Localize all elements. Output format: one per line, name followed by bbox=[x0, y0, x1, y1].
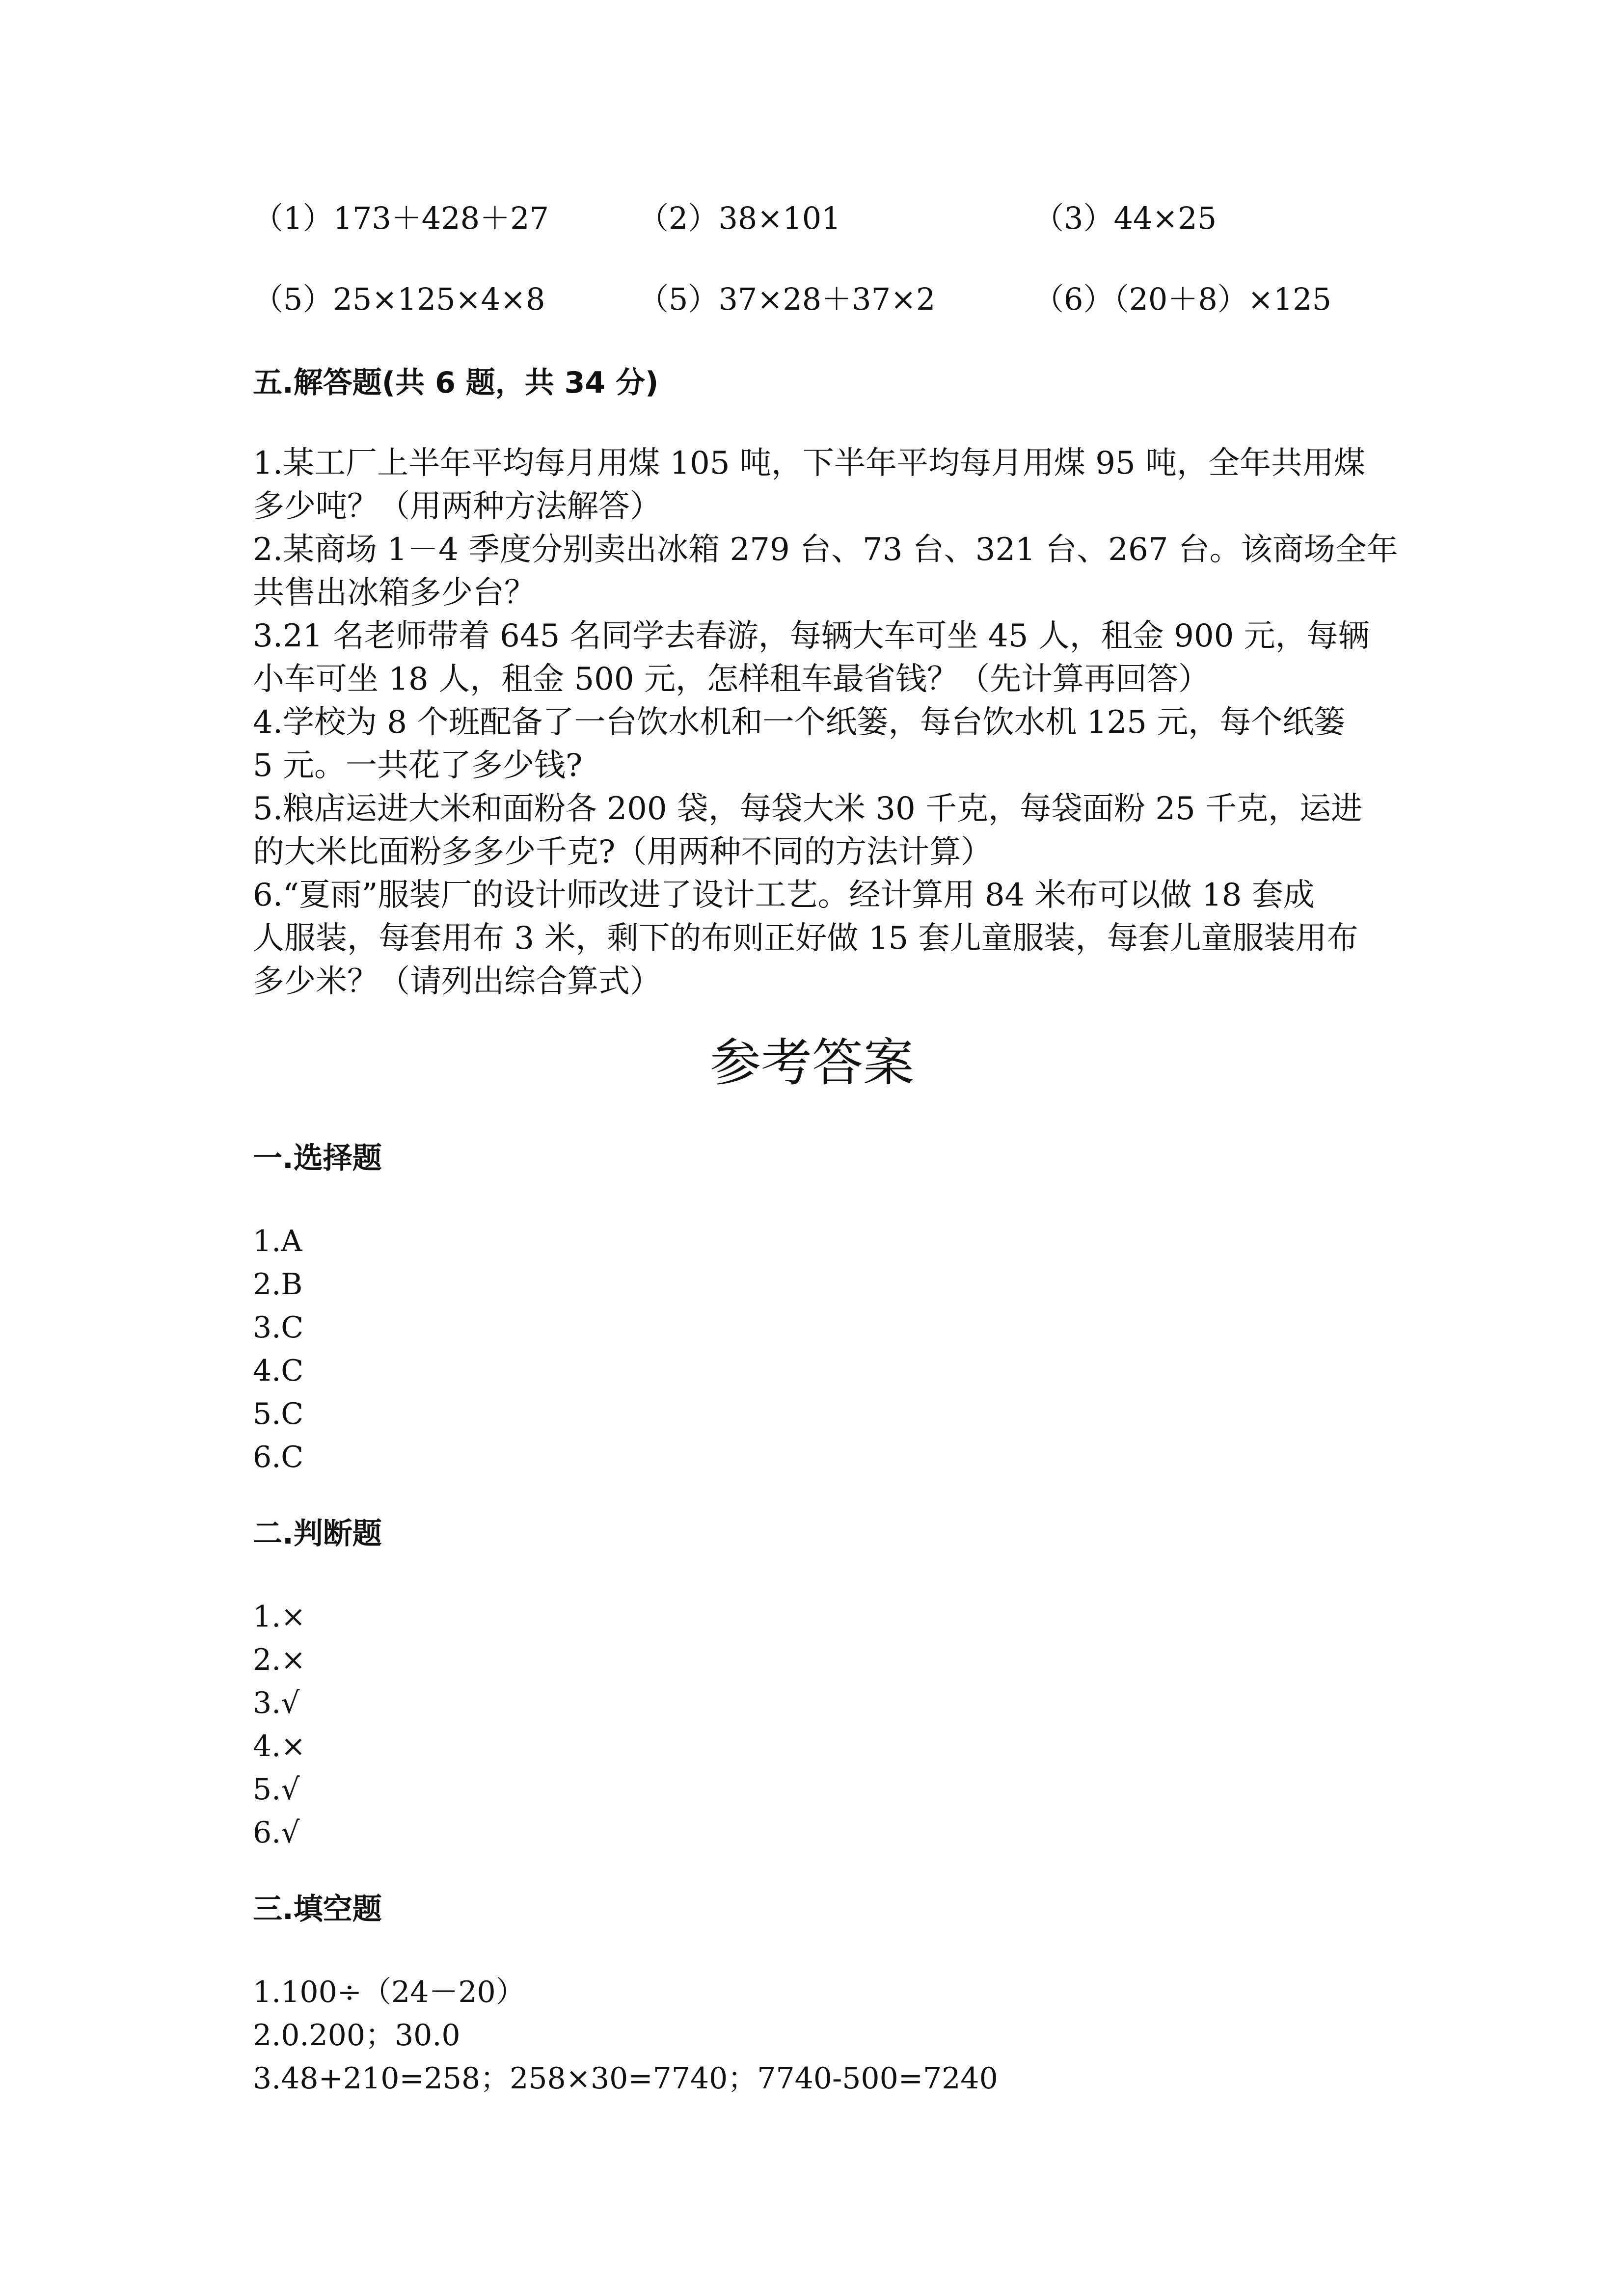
problem-line: 多少吨？（用两种方法解答） bbox=[253, 488, 661, 525]
problem-item-3 bbox=[253, 614, 1392, 701]
calc-item: （3）44×25 bbox=[1033, 200, 1217, 236]
problem-line: 4.学校为 8 个班配备了一台饮水机和一个纸篓，每台饮水机 125 元，每个纸篓 bbox=[253, 704, 1346, 741]
answer-item: 1.A bbox=[253, 1224, 302, 1258]
answer-item: 3.C bbox=[253, 1310, 304, 1345]
problem-item-5 bbox=[253, 787, 1392, 874]
answer-item: 2.B bbox=[253, 1267, 303, 1302]
calc-item: （2）38×101 bbox=[638, 200, 841, 236]
calc-item: （5）37×28＋37×2 bbox=[638, 281, 936, 317]
section-heading-judge: 二.判断题 bbox=[253, 1517, 382, 1551]
answers-title: 参考答案 bbox=[709, 1033, 914, 1093]
calc-item: （5）25×125×4×8 bbox=[253, 281, 545, 317]
answer-item: 4.C bbox=[253, 1354, 304, 1388]
section-heading-5: 五.解答题(共 6 题，共 34 分) bbox=[253, 366, 659, 400]
answer-item: 5.C bbox=[253, 1397, 304, 1431]
problem-line: 2.某商场 1－4 季度分别卖出冰箱 279 台、73 台、321 台、267 台。该商场全年 bbox=[253, 532, 1398, 568]
answer-item: 6.√ bbox=[253, 1815, 300, 1850]
answer-item: 6.C bbox=[253, 1440, 304, 1474]
answer-item: 1.× bbox=[253, 1600, 306, 1634]
problem-line: 的大米比面粉多多少千克?（用两种不同的方法计算） bbox=[253, 834, 993, 870]
answer-item: 3.48+210=258；258×30=7740；7740-500=7240 bbox=[253, 2061, 998, 2096]
section-heading-fill: 三.填空题 bbox=[253, 1892, 382, 1926]
section-heading-choice: 一.选择题 bbox=[253, 1141, 382, 1175]
problem-line: 共售出冰箱多少台？ bbox=[253, 575, 536, 611]
problem-line: 人服装，每套用布 3 米，剩下的布则正好做 15 套儿童服装，每套儿童服装用布 bbox=[253, 920, 1358, 957]
problem-item-1 bbox=[253, 442, 1392, 528]
problem-list bbox=[253, 442, 1398, 1003]
problem-item-6 bbox=[253, 874, 1392, 1003]
problem-line: 1.某工厂上半年平均每月用煤 105 吨，下半年平均每月用煤 95 吨，全年共用煤 bbox=[253, 445, 1366, 481]
answer-item: 1.100÷（24－20） bbox=[253, 1975, 525, 2009]
answer-item: 2.× bbox=[253, 1643, 306, 1677]
answer-item: 4.× bbox=[253, 1729, 306, 1763]
problem-line: 5 元。一共花了多少钱? bbox=[253, 748, 583, 784]
calc-item: （6）（20＋8）×125 bbox=[1033, 281, 1332, 317]
problem-line: 3.21 名老师带着 645 名同学去春游，每辆大车可坐 45 人，租金 900 元，每辆 bbox=[253, 618, 1370, 654]
problem-line: 小车可坐 18 人，租金 500 元，怎样租车最省钱？（先计算再回答） bbox=[253, 661, 1210, 697]
problem-item-2 bbox=[253, 528, 1398, 614]
problem-item-4 bbox=[253, 701, 1392, 787]
answer-list-choice bbox=[253, 1220, 303, 1479]
answer-item: 2.0.200；30.0 bbox=[253, 2018, 460, 2053]
calc-item: （1）173＋428＋27 bbox=[253, 200, 549, 236]
answer-item: 5.√ bbox=[253, 1772, 300, 1807]
problem-line: 5.粮店运进大米和面粉各 200 袋，每袋大米 30 千克，每袋面粉 25 千克，运进 bbox=[253, 791, 1363, 827]
answer-list-fill bbox=[253, 1971, 998, 2100]
answer-list-judge bbox=[253, 1595, 306, 1854]
answer-item: 3.√ bbox=[253, 1686, 300, 1720]
calc-row-1 bbox=[0, 196, 1624, 240]
problem-line: 6.“夏雨”服装厂的设计师改进了设计工艺。经计算用 84 米布可以做 18 套成 bbox=[253, 877, 1315, 913]
problem-line: 多少米？（请列出综合算式） bbox=[253, 963, 661, 1000]
calc-row-2 bbox=[0, 277, 1624, 321]
